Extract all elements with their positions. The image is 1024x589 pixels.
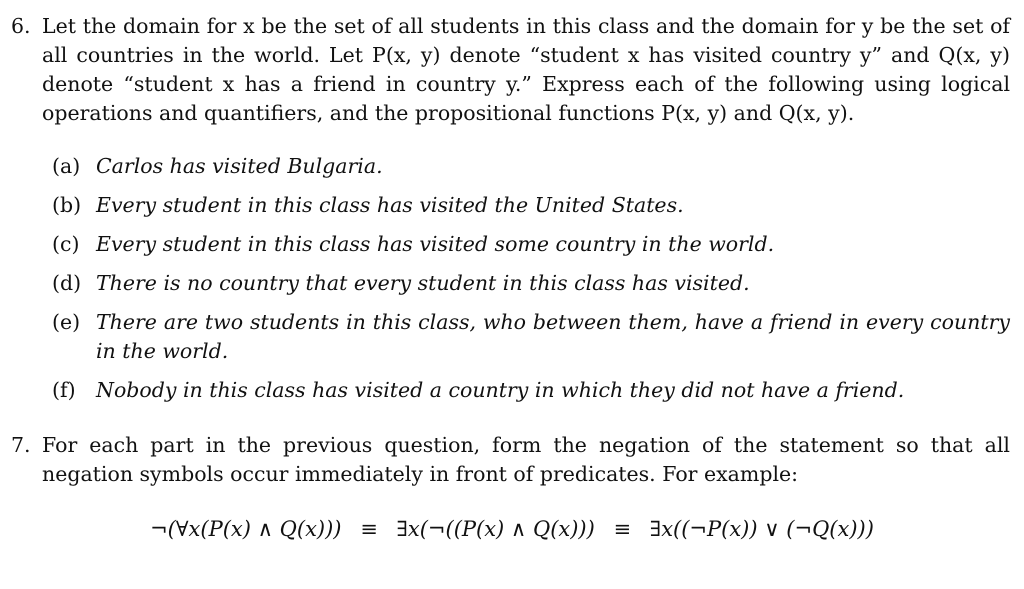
formula-middle: ∃x(¬((P(x) ∧ Q(x))) — [396, 517, 595, 541]
equivalence-symbol: ≡ — [613, 517, 632, 541]
part-label: (a) — [52, 154, 81, 178]
part-label: (f) — [52, 378, 76, 402]
problem-6-number: 6. — [11, 14, 31, 38]
problem-7-number: 7. — [11, 433, 31, 457]
part-text: Carlos has visited Bulgaria. — [96, 154, 383, 178]
part-text: Nobody in this class has visited a country in which they did not have a friend. — [96, 378, 905, 402]
part-label: (b) — [52, 193, 82, 217]
equivalence-symbol: ≡ — [360, 517, 378, 541]
formula-lhs: ¬(∀x(P(x) ∧ Q(x))) — [150, 517, 342, 541]
problem-7-statement: For each part in the previous question, form the negation of the statement so that all negation symbols occur immediately in front of predicates. For example: — [42, 433, 1010, 486]
part-text: Every student in this class has visited some country in the world. — [96, 232, 775, 256]
example-formula — [0, 512, 1024, 546]
part-label: (e) — [52, 310, 81, 334]
problem-6-statement: Let the domain for x be the set of all students in this class and the domain for y be the set of all countries in the world. Let P(x, y) denote “student x has visited country y” and Q(x, y) denote “student x has a friend in country y.” Express each of the following using logical operations and quantifiers, and the propositional functions P(x, y) and Q(x, y). — [42, 14, 1010, 125]
part-text: There is no country that every student in this class has visited. — [96, 271, 750, 295]
formula-rhs: ∃x((¬P(x)) ∨ (¬Q(x))) — [649, 517, 874, 541]
part-label: (c) — [52, 232, 80, 256]
part-text: Every student in this class has visited the United States. — [96, 193, 684, 217]
part-label: (d) — [52, 271, 82, 295]
part-text: There are two students in this class, who between them, have a friend in every country in the world. — [96, 310, 1010, 363]
